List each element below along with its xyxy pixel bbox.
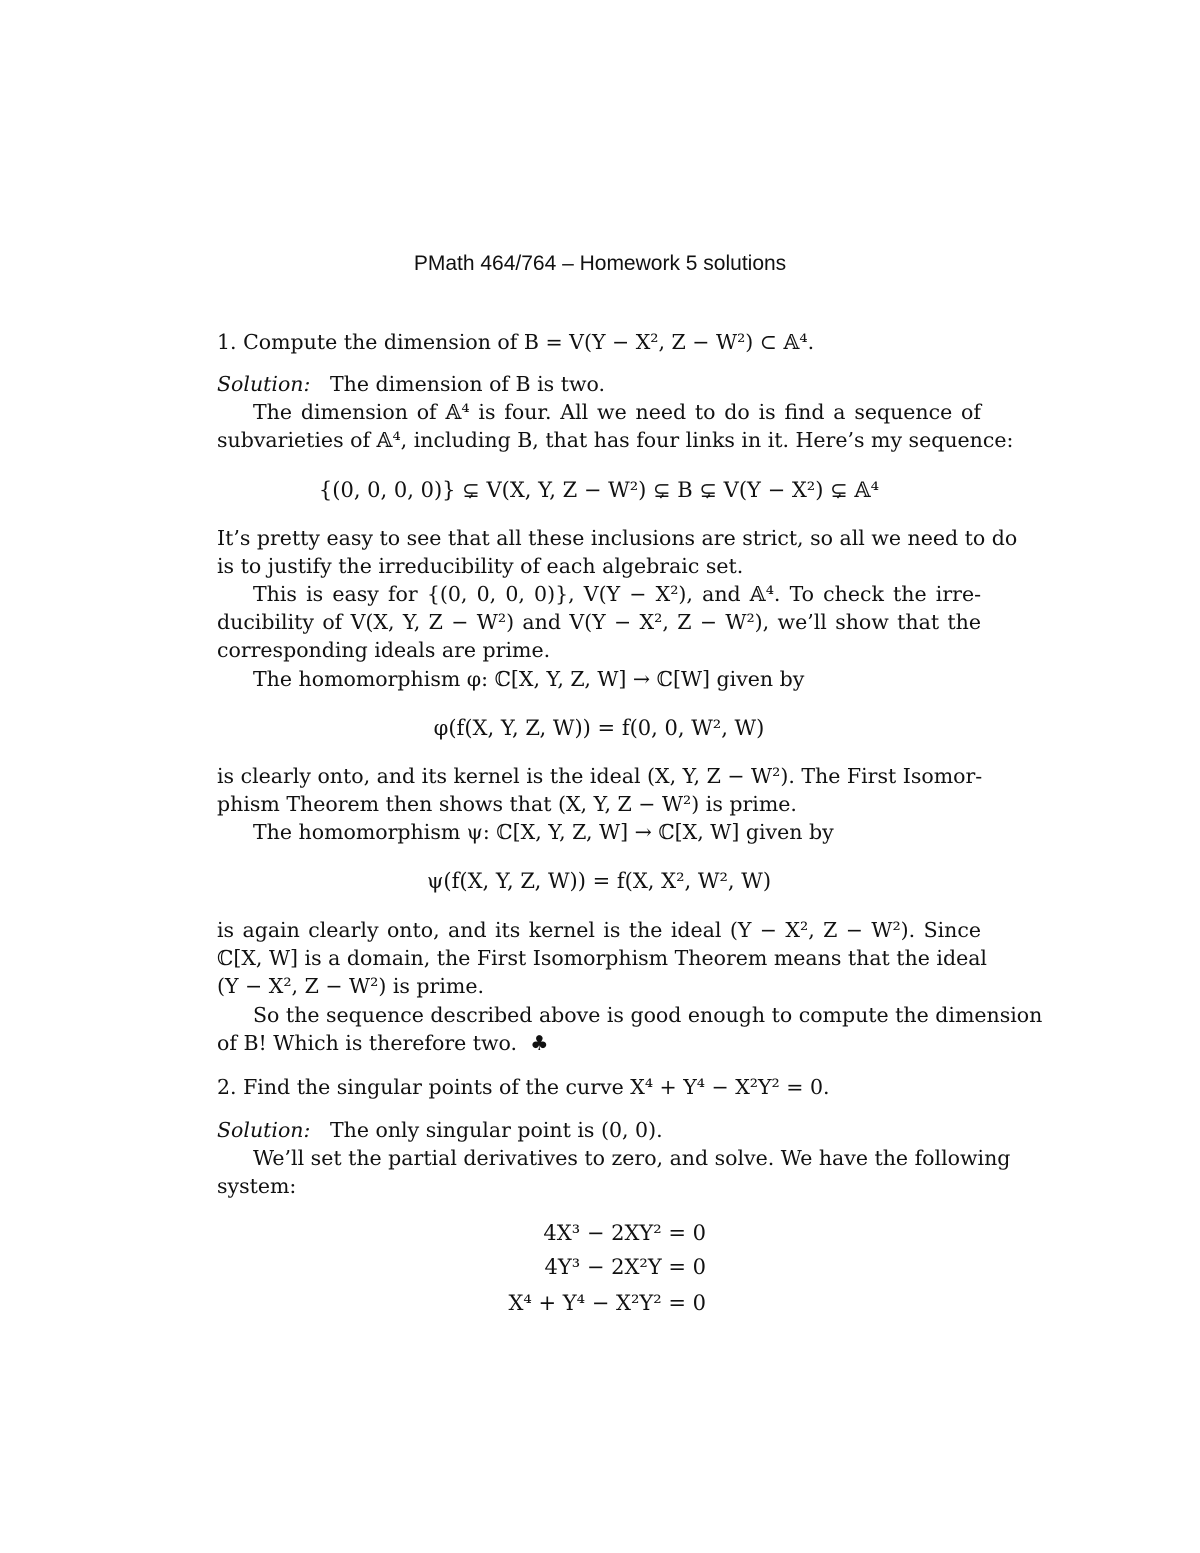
solution-text: The dimension of B is two. [329,372,605,396]
display-equation: φ(f(X, Y, Z, W)) = f(0, 0, W², W) [433,716,765,740]
paragraph-line: corresponding ideals are prime. [217,638,551,662]
paragraph-line: We’ll set the partial derivatives to zero, and solve. We have the following [253,1146,1011,1170]
display-equation: {(0, 0, 0, 0)} ⊊ V(X, Y, Z − W²) ⊊ B ⊊ V(Y − X²) ⊊ 𝔸⁴ [318,478,880,502]
paragraph-line: The dimension of 𝔸⁴ is four. All we need to do is find a sequence of [253,400,981,424]
equation-system-row: X⁴ + Y⁴ − X²Y² = 0 [508,1291,706,1315]
paragraph-line: is again clearly onto, and its kernel is the ideal (Y − X², Z − W²). Since [217,918,981,942]
closing-text: of B! Which is therefore two. [217,1031,518,1055]
page-title: PMath 464/764 – Homework 5 solutions [413,252,787,275]
problem-2-solution-line [217,1116,981,1144]
paragraph-line: subvarieties of 𝔸⁴, including B, that has four links in it. Here’s my sequence: [217,428,1014,452]
paragraph-line: The homomorphism φ: ℂ[X, Y, Z, W] → ℂ[W] given by [253,667,805,691]
paragraph-line: is to justify the irreducibility of each algebraic set. [217,554,744,578]
qed-club-icon: ♣ [530,1031,549,1055]
problem-1-question: 1. Compute the dimension of B = V(Y − X², Z − W²) ⊂ 𝔸⁴. [217,330,815,354]
paragraph-line: ℂ[X, W] is a domain, the First Isomorphism Theorem means that the ideal [217,946,987,970]
paragraph-line: So the sequence described above is good enough to compute the dimension [253,1003,1043,1027]
equation-system-row: 4X³ − 2XY² = 0 [543,1221,706,1245]
paragraph-line: ducibility of V(X, Y, Z − W²) and V(Y − X², Z − W²), we’ll show that the [217,610,981,634]
problem-1-solution-line [217,370,981,398]
problem-2-question: 2. Find the singular points of the curve X⁴ + Y⁴ − X²Y² = 0. [217,1075,830,1099]
equation-system-row: 4Y³ − 2X²Y = 0 [544,1255,706,1279]
solution-text: The only singular point is (0, 0). [329,1118,663,1142]
paragraph-line: It’s pretty easy to see that all these inclusions are strict, so all we need to do [217,526,1018,550]
paragraph-line: (Y − X², Z − W²) is prime. [217,974,485,998]
display-equation: ψ(f(X, Y, Z, W)) = f(X, X², W², W) [426,869,772,893]
solution-label: Solution: [217,1118,311,1142]
paragraph-line [217,1029,981,1057]
paragraph-line: system: [217,1174,297,1198]
solution-label: Solution: [217,372,311,396]
paragraph-line: The homomorphism ψ: ℂ[X, Y, Z, W] → ℂ[X, W] given by [253,820,834,844]
paragraph-line: is clearly onto, and its kernel is the ideal (X, Y, Z − W²). The First Isomor- [217,764,983,788]
paragraph-line: phism Theorem then shows that (X, Y, Z − W²) is prime. [217,792,797,816]
paragraph-line: This is easy for {(0, 0, 0, 0)}, V(Y − X²), and 𝔸⁴. To check the irre- [253,582,981,606]
